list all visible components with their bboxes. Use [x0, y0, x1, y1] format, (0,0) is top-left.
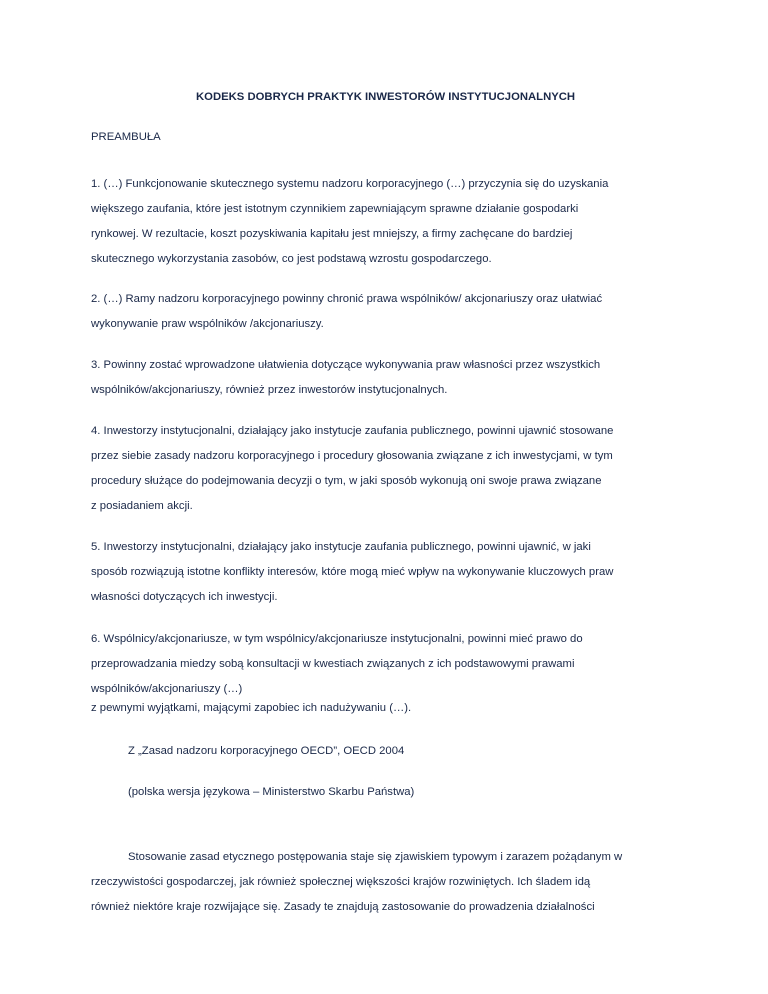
- paragraph-2: [91, 287, 691, 337]
- text-line: 5. Inwestorzy instytucjonalni, działający jako instytucje zaufania publicznego, powinni ujawnić, w jaki: [91, 541, 591, 553]
- paragraph-6: [91, 627, 691, 721]
- source-citation: Z „Zasad nadzoru korporacyjnego OECD”, OECD 2004: [128, 745, 405, 757]
- text-line: rzeczywistości gospodarczej, jak również społecznej większości krajów rozwiniętych. Ich śladem idą: [91, 876, 591, 888]
- paragraph-3: [91, 353, 691, 403]
- paragraph-5: [91, 535, 691, 610]
- text-line: wykonywanie praw wspólników /akcjonariuszy.: [91, 318, 324, 330]
- text-line: 6. Wspólnicy/akcjonariusze, w tym wspólnicy/akcjonariusze instytucjonalni, powinni mieć prawo do: [91, 633, 583, 645]
- text-line: większego zaufania, które jest istotnym czynnikiem zapewniającym sprawne działanie gospodarki: [91, 203, 579, 215]
- text-line: z pewnymi wyjątkami, mającymi zapobiec ich nadużywaniu (…).: [91, 702, 412, 714]
- text-line: z posiadaniem akcji.: [91, 500, 193, 512]
- text-line: skutecznego wykorzystania zasobów, co jest podstawą wzrostu gospodarczego.: [91, 253, 492, 265]
- text-line: 1. (…) Funkcjonowanie skutecznego systemu nadzoru korporacyjnego (…) przyczynia się do uzyskania: [91, 178, 609, 190]
- document-title: KODEKS DOBRYCH PRAKTYK INWESTORÓW INSTYTUCJONALNYCH: [196, 91, 576, 103]
- text-line: 3. Powinny zostać wprowadzone ułatwienia dotyczące wykonywania praw własności przez wszystkich: [91, 359, 601, 371]
- section-heading: PREAMBUŁA: [91, 131, 161, 143]
- paragraph-7: [91, 845, 691, 920]
- text-line: Stosowanie zasad etycznego postępowania staje się zjawiskiem typowym i zarazem pożądanym w: [128, 851, 623, 863]
- text-line: sposób rozwiązują istotne konflikty interesów, które mogą mieć wpływ na wykonywanie kluczowych praw: [91, 566, 614, 578]
- paragraph-4: [91, 419, 691, 519]
- text-line: również niektóre kraje rozwijające się. Zasady te znajdują zastosowanie do prowadzenia działalności: [91, 901, 595, 913]
- text-line: procedury służące do podejmowania decyzji o tym, w jaki sposób wykonują oni swoje prawa związane: [91, 475, 602, 487]
- text-line: własności dotyczących ich inwestycji.: [91, 591, 278, 603]
- paragraph-1: [91, 172, 691, 272]
- text-line: rynkowej. W rezultacie, koszt pozyskiwania kapitału jest mniejszy, a firmy zachęcane do bardziej: [91, 228, 573, 240]
- text-line: 4. Inwestorzy instytucjonalni, działający jako instytucje zaufania publicznego, powinni ujawnić stosowane: [91, 425, 614, 437]
- text-line: przez siebie zasady nadzoru korporacyjnego i procedury głosowania związane z ich inwestycjami, w tym: [91, 450, 613, 462]
- source-note: (polska wersja językowa – Ministerstwo Skarbu Państwa): [128, 786, 415, 798]
- text-line: wspólników/akcjonariuszy, również przez inwestorów instytucjonalnych.: [91, 384, 448, 396]
- text-line: wspólników/akcjonariuszy (…): [91, 683, 243, 695]
- text-line: przeprowadzania miedzy sobą konsultacji w kwestiach związanych z ich podstawowymi prawami: [91, 658, 575, 670]
- text-line: 2. (…) Ramy nadzoru korporacyjnego powinny chronić prawa wspólników/ akcjonariuszy oraz ułatwiać: [91, 293, 603, 305]
